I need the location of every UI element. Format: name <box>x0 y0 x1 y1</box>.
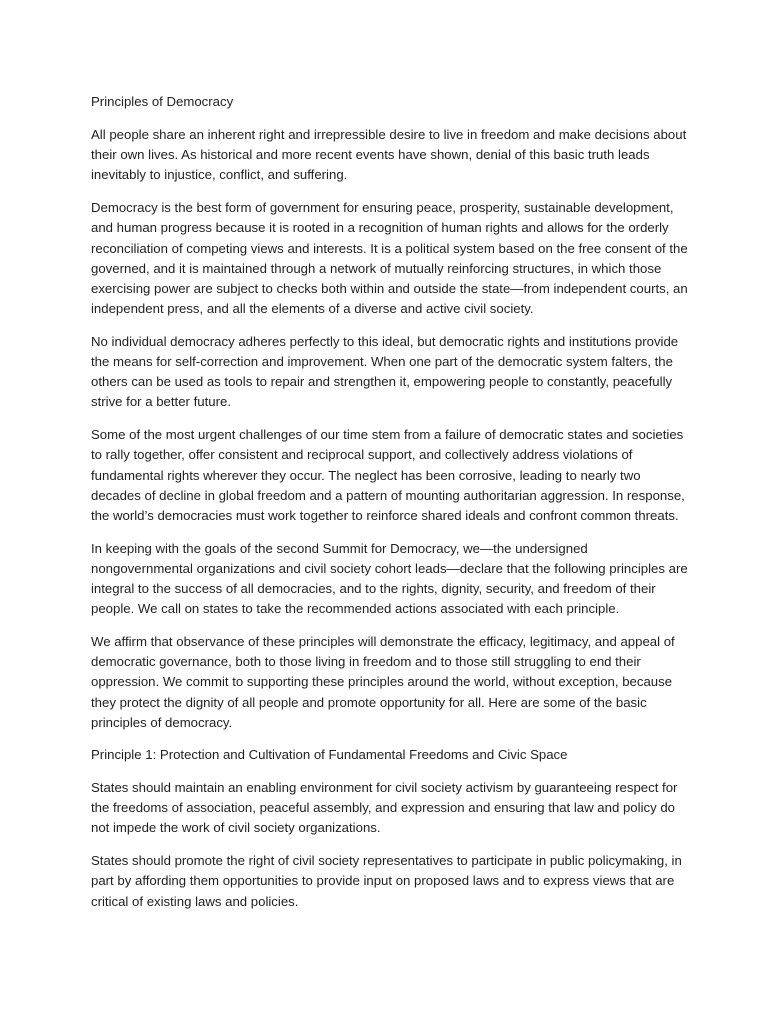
document-title: Principles of Democracy <box>91 94 234 109</box>
principle-1-heading: Principle 1: Protection and Cultivation of Fundamental Freedoms and Civic Space <box>91 747 568 763</box>
paragraph-democracy-best-form: Democracy is the best form of government for ensuring peace, prosperity, sustainable development, and human progress because it is rooted in a recognition of human rights and allows for the orderly reconciliation of competing views and interests. It is a political system based on the free consent of the governed, and it is maintained through a network of mutually reinforcing structures, in which those exercising power are subject to checks both within and outside the state—from independent courts, an independent press, and all the elements of a diverse and active civil society. <box>91 200 688 317</box>
paragraph-summit-declaration: In keeping with the goals of the second Summit for Democracy, we—the undersigned nongovernmental organizations and civil society cohort leads—declare that the following principles are integral to the success of all democracies, and to the rights, dignity, security, and freedom of their people. We call on states to take the recommended actions associated with each principle. <box>91 540 688 617</box>
paragraph-principle-1-participation: States should promote the right of civil society representatives to participate in public policymaking, in part by affording them opportunities to provide input on proposed laws and to express views that are critical of existing laws and policies. <box>91 853 682 909</box>
paragraph-principle-1-enabling-environment: States should maintain an enabling environment for civil society activism by guaranteeing respect for the freedoms of association, peaceful assembly, and expression and ensuring that law and policy do not impede the work of civil society organizations. <box>91 779 678 836</box>
paragraph-self-correction: No individual democracy adheres perfectly to this ideal, but democratic rights and institutions provide the means for self-correction and improvement. When one part of the democratic system falters, the others can be used as tools to repair and strengthen it, empowering people to constantly, peacefully strive for a better future. <box>91 333 679 410</box>
paragraph-intro: All people share an inherent right and irrepressible desire to live in freedom and make decisions about their own lives. As historical and more recent events have shown, denial of this basic truth leads inevitably to injustice, conflict, and suffering. <box>91 127 687 183</box>
paragraph-urgent-challenges: Some of the most urgent challenges of our time stem from a failure of democratic states and societies to rally together, offer consistent and reciprocal support, and collectively address violations of fundamental rights wherever they occur. The neglect has been corrosive, leading to nearly two decades of decline in global freedom and a pattern of mounting authoritarian aggression. In response, the world’s democracies must work together to reinforce shared ideals and confront common threats. <box>91 427 685 523</box>
paragraph-affirmation: We affirm that observance of these principles will demonstrate the efficacy, legitimacy, and appeal of democratic governance, both to those living in freedom and to those still struggling to end their oppression. We commit to supporting these principles around the world, without exception, because they protect the dignity of all people and promote opportunity for all. Here are some of the basic principles of democracy. <box>91 633 675 730</box>
